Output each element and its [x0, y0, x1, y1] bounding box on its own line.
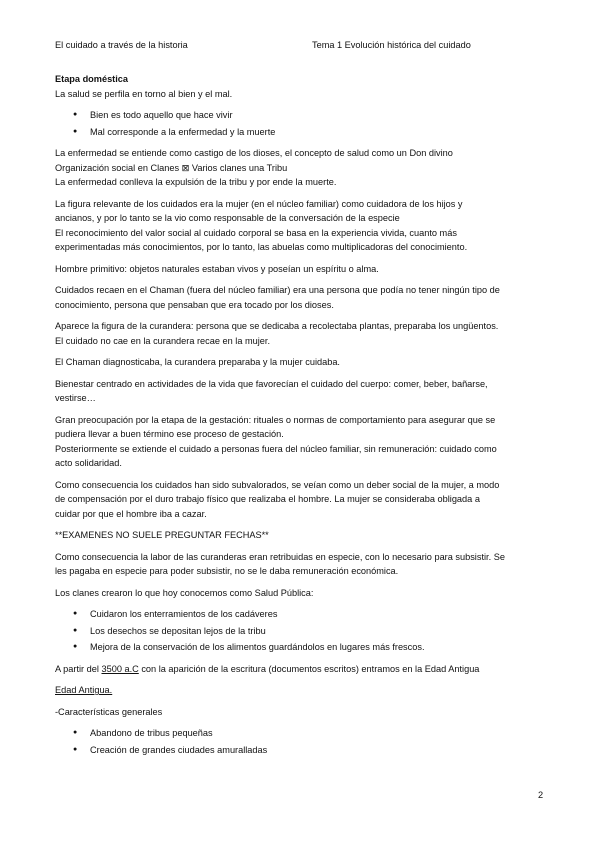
text-line: de compensación por el duro trabajo físico que realizaba el hombre. La mujer se consideraba obligada a: [55, 494, 480, 504]
paragraph-gestacion: [55, 413, 550, 471]
text-line: vestirse…: [55, 393, 96, 403]
text-line: pudiera llevar a buen término ese proceso de gestación.: [55, 429, 284, 439]
text-line: La enfermedad conlleva la expulsión de la tribu y por ende la muerte.: [55, 177, 337, 187]
paragraph-retribucion: [55, 550, 550, 579]
paragraph-roles: El Chaman diagnosticaba, la curandera preparaba y la mujer cuidaba.: [55, 357, 340, 367]
text-line: Aparece la figura de la curandera: persona que se dedicaba a recolectaba plantas, preparaba los ungüentos.: [55, 321, 499, 331]
text-line: Como consecuencia la labor de las curanderas eran retribuidas en especie, con lo necesario para subsistir. Se: [55, 551, 505, 562]
section-subtitle: -Características generales: [55, 706, 163, 717]
paragraph-edad-antigua-intro: [55, 662, 550, 677]
list-item: ● Bien es todo aquello que hace vivir: [55, 108, 550, 123]
text-line: les pagaba en especie para poder subsistir, no se le daba remuneración económica.: [55, 566, 399, 576]
text-line: Posteriormente se extiende el cuidado a personas fuera del núcleo familiar, sin remuneración: cuidado como: [55, 443, 497, 454]
text-line: La figura relevante de los cuidados era la mujer (en el núcleo familiar) como cuidadora de los hijos y: [55, 198, 463, 209]
list-item: ● Abandono de tribus pequeñas: [55, 726, 550, 741]
list-item: ● Mejora de la conservación de los alimentos guardándolos en lugares más frescos.: [55, 640, 550, 655]
section-title-etapa-domestica: Etapa doméstica: [55, 74, 129, 84]
page-body: [55, 72, 550, 764]
text-line: cuidar por que el hombre iba a cazar.: [55, 508, 207, 519]
paragraph-bienestar: [55, 377, 550, 406]
header-document-title: El cuidado a través de la historia: [55, 40, 188, 50]
text-line: conocimiento, persona que pensaban que era tocado por los dioses.: [55, 299, 334, 310]
paragraph-curandera: [55, 319, 550, 348]
text-line: Bienestar centrado en actividades de la vida que favorecían el cuidado del cuerpo: comer, beber, bañarse,: [55, 378, 488, 389]
text-line: El cuidado no cae en la curandera recae en la mujer.: [55, 335, 271, 346]
section-intro: La salud se perfila en torno al bien y el mal.: [55, 88, 233, 99]
paragraph-salud-publica: Los clanes crearon lo que hoy conocemos como Salud Pública:: [55, 587, 314, 598]
paragraph-hombre-primitivo: Hombre primitivo: objetos naturales estaban vivos y poseían un espíritu o alma.: [55, 263, 379, 274]
bullet-list-bien-mal: [55, 108, 550, 139]
header-topic-title: Tema 1 Evolución histórica del cuidado: [312, 40, 471, 50]
text-span: A partir del: [55, 663, 102, 674]
text-line: Cuidados recaen en el Chaman (fuera del núcleo familiar) era una persona que podía no tener ningún tipo de: [55, 285, 500, 295]
paragraph-figura-mujer: [55, 197, 550, 255]
paragraph-chaman: [55, 283, 550, 312]
bullet-list-salud-publica: [55, 607, 550, 655]
text-line: acto solidaridad.: [55, 458, 122, 468]
section-title-edad-antigua: Edad Antigua.: [55, 685, 113, 695]
date-link: 3500 a.C: [101, 663, 139, 674]
page-number: 2: [538, 790, 544, 800]
text-line: La enfermedad se entiende como castigo de los dioses, el concepto de salud como un Don divino: [55, 148, 453, 158]
text-line: ancianos, y por lo tanto se la vio como responsable de la conversación de la especie: [55, 213, 400, 223]
text-line: experimentadas más conocimientos, por lo tanto, las abuelas como multiplicadoras del conocimiento.: [55, 242, 468, 252]
list-item: ● Cuidaron los enterramientos de los cadáveres: [55, 607, 550, 622]
text-line: El reconocimiento del valor social al cuidado corporal se basa en la experiencia vivida, cuanto más: [55, 227, 457, 238]
text-line: Organización social en Clanes ⊠ Varios clanes una Tribu: [55, 162, 288, 173]
note-examenes: **EXAMENES NO SUELE PREGUNTAR FECHAS**: [55, 530, 269, 540]
list-item: ● Creación de grandes ciudades amuralladas: [55, 743, 550, 758]
paragraph-subvalorados: [55, 478, 550, 522]
paragraph-enfermedad: [55, 146, 550, 190]
text-span: con la aparición de la escritura (documentos escritos) entramos en la Edad Antigua: [138, 663, 480, 674]
text-line: Gran preocupación por la etapa de la gestación: rituales o normas de comportamiento para asegurar que se: [55, 414, 496, 425]
list-item: ● Mal corresponde a la enfermedad y la muerte: [55, 125, 550, 140]
text-line: Como consecuencia los cuidados han sido subvalorados, se veían como un deber social de la mujer, a modo: [55, 479, 500, 490]
list-item: ● Los desechos se depositan lejos de la tribu: [55, 624, 550, 639]
bullet-list-caracteristicas: [55, 726, 550, 757]
